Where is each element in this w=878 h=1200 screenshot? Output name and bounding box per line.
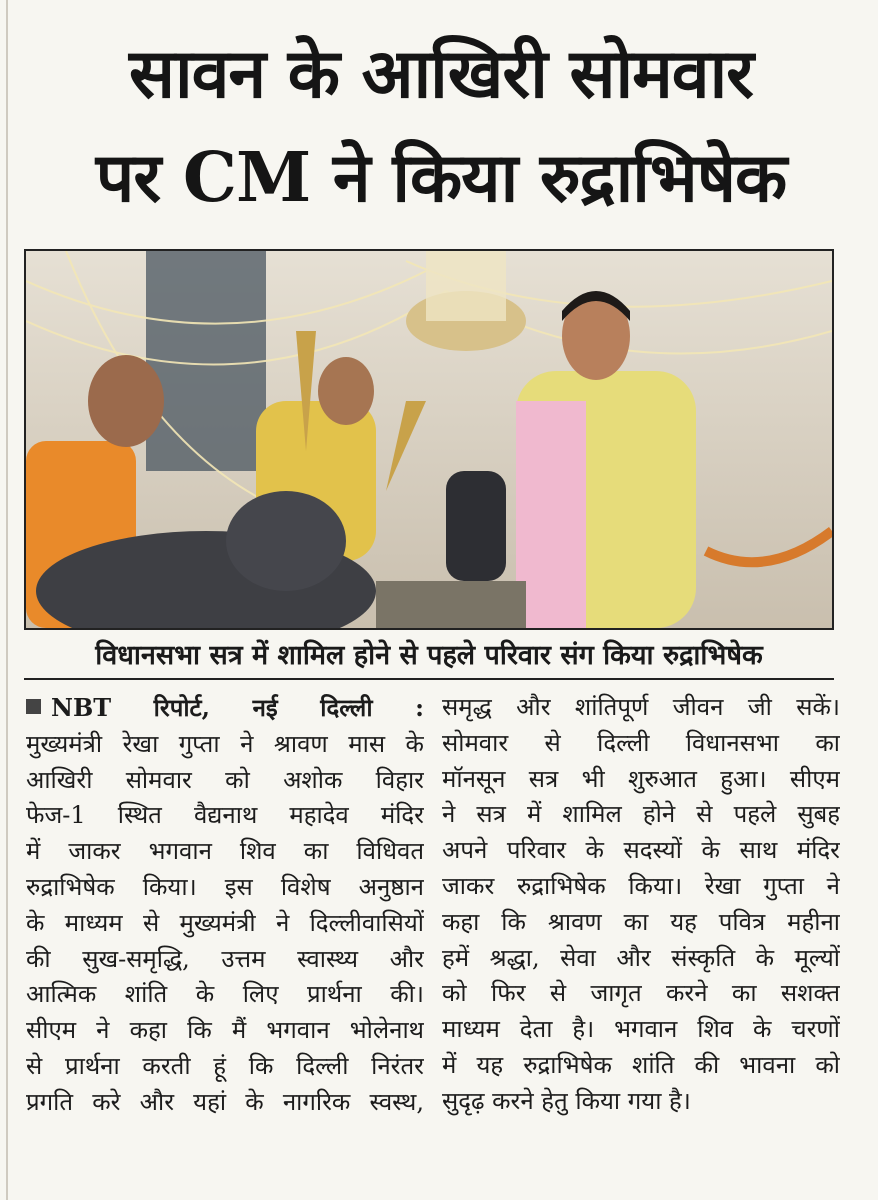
photo-caption: विधानसभा सत्र में शामिल होने से पहले परिवार संग किया रुद्राभिषेक	[24, 632, 834, 680]
dateline: NBT रिपोर्ट, नई दिल्ली :	[51, 693, 424, 722]
headline-line-2: पर CM ने किया रुद्राभिषेक	[95, 138, 787, 218]
article-line: से प्रार्थना करती हूं कि दिल्ली निरंतर	[26, 1051, 424, 1080]
article-line: फेज-1 स्थित वैद्यनाथ महादेव मंदिर	[26, 801, 424, 830]
article-line: समृद्ध और शांतिपूर्ण जीवन जी सकें।	[442, 693, 840, 721]
article-line: मुख्यमंत्री रेखा गुप्ता ने श्रावण मास के	[26, 729, 424, 758]
article-line: मॉनसून सत्र भी शुरुआत हुआ। सीएम	[442, 764, 840, 793]
article-line: आत्मिक शांति के लिए प्रार्थना की।	[26, 980, 424, 1009]
article-line: सुदृढ़ करने हेतु किया गया है।	[442, 1086, 691, 1115]
article-line: में जाकर भगवान शिव का विधिवत	[26, 837, 424, 866]
dateline-line	[26, 690, 424, 727]
article-line: अपने परिवार के सदस्यों के साथ मंदिर	[442, 836, 840, 865]
article-line: माध्यम देता है। भगवान शिव के चरणों	[442, 1015, 840, 1044]
article-line: को फिर से जागृत करने का सशक्त	[442, 979, 840, 1008]
article-line: जाकर रुद्राभिषेक किया। रेखा गुप्ता ने	[442, 871, 840, 900]
article-line: में यह रुद्राभिषेक शांति की भावना को	[442, 1050, 840, 1079]
article-line: की सुख-समृद्धि, उत्तम स्वास्थ्य और	[26, 944, 424, 973]
article-line: आखिरी सोमवार को अशोक विहार	[26, 765, 424, 794]
news-photo	[24, 249, 834, 630]
photo-illustration	[26, 251, 832, 628]
headline	[26, 22, 856, 230]
article-line: रुद्राभिषेक किया। इस विशेष अनुष्ठान	[26, 872, 424, 901]
article-line: सीएम ने कहा कि मैं भगवान भोलेनाथ	[26, 1016, 424, 1045]
article-line: हमें श्रद्धा, सेवा और संस्कृति के मूल्यों	[442, 943, 840, 972]
headline-line-1: सावन के आखिरी सोमवार	[128, 34, 753, 114]
article-line: के माध्यम से मुख्यमंत्री ने दिल्लीवासियों	[26, 908, 424, 937]
article-line: कहा कि श्रावण का यह पवित्र महीना	[442, 907, 840, 936]
article-body	[26, 690, 838, 1180]
article-line: सोमवार से दिल्ली विधानसभा का	[442, 728, 840, 757]
article-line: ने सत्र में शामिल होने से पहले सुबह	[442, 800, 840, 829]
column-rule	[6, 0, 8, 1200]
article-line: प्रगति करे और यहां के नागरिक स्वस्थ,	[26, 1087, 424, 1116]
article-column-right	[442, 690, 840, 1120]
article-column-left	[26, 690, 424, 1121]
square-bullet-icon	[26, 699, 41, 714]
